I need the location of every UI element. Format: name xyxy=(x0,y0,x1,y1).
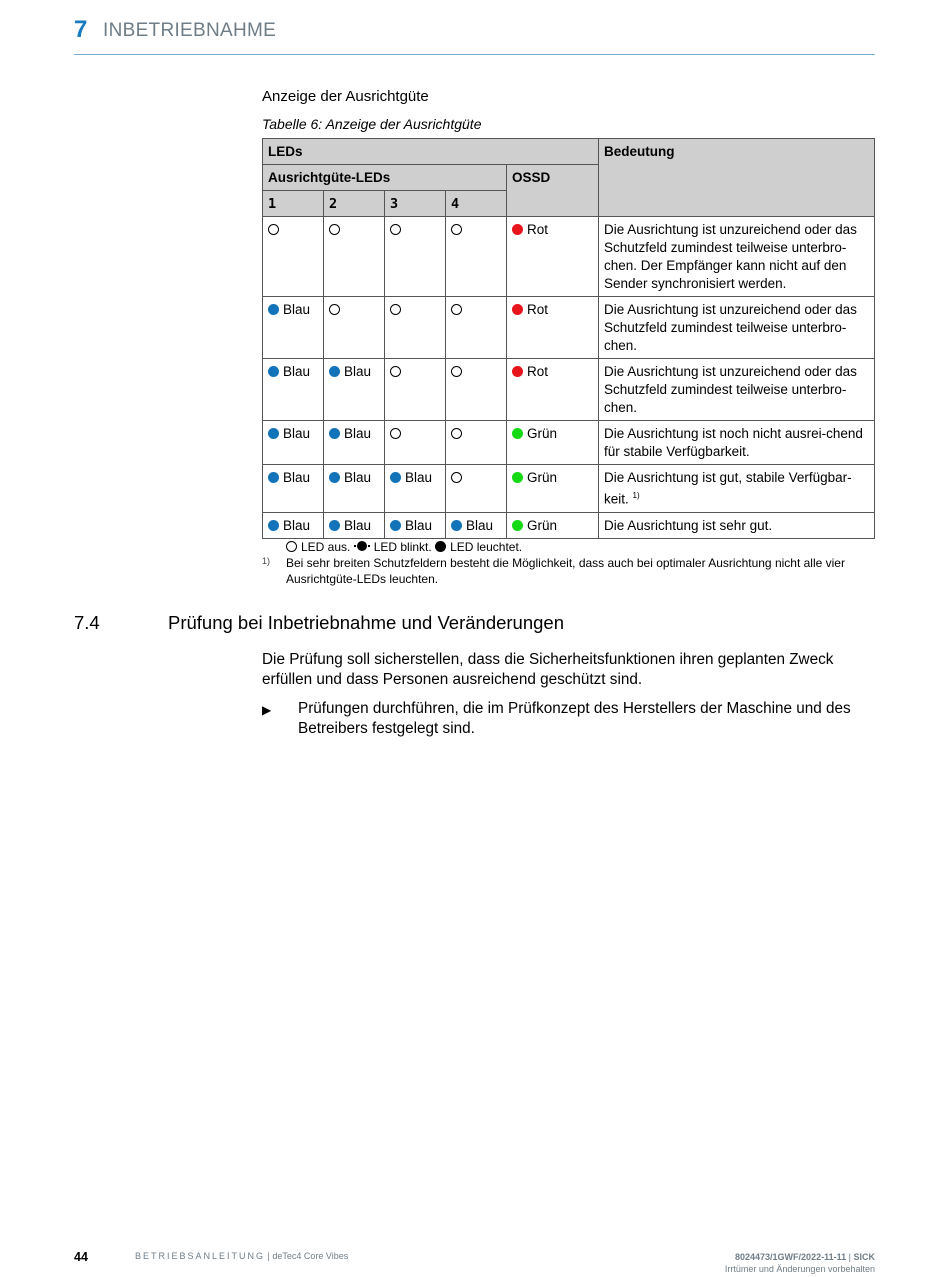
table-row xyxy=(263,359,875,421)
ossd-cell: Grün xyxy=(507,512,599,538)
header-led-2: 2 xyxy=(324,191,385,217)
led-cell-2: Blau xyxy=(324,465,385,513)
meaning-cell: Die Ausrichtung ist gut, stabile Verfügbar-keit. $^{1)}$ xyxy=(599,465,875,513)
led-off-icon xyxy=(390,428,401,439)
led-cell-4 xyxy=(446,421,507,465)
led-red-icon xyxy=(512,224,523,235)
led-blue-icon xyxy=(329,366,340,377)
meaning-cell: Die Ausrichtung ist unzureichend oder das Schutzfeld zumindest teilweise unterbro-chen. xyxy=(599,359,875,421)
led-cell-3 xyxy=(385,359,446,421)
led-cell-4 xyxy=(446,465,507,513)
led-cell-4 xyxy=(446,297,507,359)
footer-notice: Irrtümer und Änderungen vorbehalten xyxy=(724,1264,875,1274)
led-cell-2: Blau xyxy=(324,359,385,421)
header-ausrichtguete: Ausrichtgüte-LEDs xyxy=(263,165,507,191)
header-led-1: 1 xyxy=(263,191,324,217)
led-red-icon xyxy=(512,304,523,315)
led-off-icon xyxy=(329,304,340,315)
led-cell-4 xyxy=(446,217,507,297)
meaning-cell: Die Ausrichtung ist noch nicht ausrei-chend für stabile Verfügbarkeit. xyxy=(599,421,875,465)
header-led-4: 4 xyxy=(446,191,507,217)
table-row xyxy=(263,297,875,359)
page-header xyxy=(74,14,875,55)
led-blue-icon xyxy=(329,428,340,439)
led-blue-icon xyxy=(268,472,279,483)
led-green-icon xyxy=(512,520,523,531)
led-off-icon xyxy=(390,304,401,315)
footer-reference: 8024473/1GWF/2022-11-11 | SICK Irrtümer und Änderungen vorbehalten xyxy=(724,1252,875,1274)
header-bedeutung: Bedeutung xyxy=(599,139,875,217)
led-blue-icon xyxy=(329,472,340,483)
brand-name: SICK xyxy=(853,1252,875,1262)
chapter-title: INBETRIEBNAHME xyxy=(103,20,277,41)
bullet-triangle-icon: ▶ xyxy=(262,703,272,717)
led-cell-4 xyxy=(446,359,507,421)
table-row xyxy=(263,512,875,538)
led-green-icon xyxy=(512,428,523,439)
ossd-cell: Grün xyxy=(507,465,599,513)
led-cell-3: Blau xyxy=(385,512,446,538)
led-table xyxy=(262,138,875,539)
ossd-cell: Rot xyxy=(507,359,599,421)
led-cell-1 xyxy=(263,217,324,297)
footnote-ref: 1) xyxy=(632,491,640,500)
led-off-icon xyxy=(451,428,462,439)
header-leds: LEDs xyxy=(263,139,599,165)
led-blue-icon xyxy=(268,366,279,377)
led-off-icon xyxy=(451,304,462,315)
led-green-icon xyxy=(512,472,523,483)
footnote-marker: 1) xyxy=(262,556,271,566)
table-caption: Tabelle 6: Anzeige der Ausrichtgüte xyxy=(262,116,482,132)
led-cell-3: Blau xyxy=(385,465,446,513)
led-blue-icon xyxy=(268,520,279,531)
meaning-cell: Die Ausrichtung ist sehr gut. xyxy=(599,512,875,538)
led-off-icon xyxy=(451,472,462,483)
led-blue-icon xyxy=(268,304,279,315)
led-cell-1: Blau xyxy=(263,421,324,465)
meaning-cell: Die Ausrichtung ist unzureichend oder das Schutzfeld zumindest teilweise unterbro-chen. xyxy=(599,297,875,359)
section-title: Prüfung bei Inbetriebnahme und Veränderungen xyxy=(168,612,564,633)
table-row xyxy=(263,217,875,297)
led-off-icon xyxy=(329,224,340,235)
led-blink-icon xyxy=(354,541,370,552)
footnote-text: Bei sehr breiten Schutzfeldern besteht die Möglichkeit, dass auch bei optimaler Ausrichtung nicht alle vier Ausrichtgüte-LEDs leuchten. xyxy=(286,556,845,586)
led-cell-4: Blau xyxy=(446,512,507,538)
body-paragraph: Die Prüfung soll sicherstellen, dass die Sicherheitsfunktionen ihren geplanten Zweck erfüllen und dass Personen ausreichend geschützt sind. xyxy=(262,651,834,688)
led-cell-1: Blau xyxy=(263,297,324,359)
led-cell-2 xyxy=(324,297,385,359)
led-blue-icon xyxy=(390,472,401,483)
header-ossd: OSSD xyxy=(507,165,599,217)
table-row xyxy=(263,421,875,465)
led-off-icon xyxy=(451,224,462,235)
table-row xyxy=(263,465,875,513)
header-led-3: 3 xyxy=(385,191,446,217)
bullet-item: Prüfungen durchführen, die im Prüfkonzept des Herstellers der Maschine und des Betreibers festgelegt sind. xyxy=(298,700,851,737)
footer-document: BETRIEBSANLEITUNG | deTec4 Core Vibes xyxy=(135,1251,349,1261)
chapter-number: 7 xyxy=(74,16,88,43)
led-off-icon xyxy=(268,224,279,235)
led-cell-2: Blau xyxy=(324,512,385,538)
led-blue-icon xyxy=(451,520,462,531)
table-legend: LED aus. LED blinkt. LED leuchtet. xyxy=(286,540,522,554)
led-blue-icon xyxy=(329,520,340,531)
led-off-icon xyxy=(451,366,462,377)
led-off-icon xyxy=(390,224,401,235)
led-blue-icon xyxy=(268,428,279,439)
ossd-cell: Grün xyxy=(507,421,599,465)
ossd-cell: Rot xyxy=(507,217,599,297)
section-heading: Anzeige der Ausrichtgüte xyxy=(262,88,429,105)
led-cell-1: Blau xyxy=(263,512,324,538)
led-cell-1: Blau xyxy=(263,359,324,421)
led-cell-2: Blau xyxy=(324,421,385,465)
led-off-icon xyxy=(286,541,297,552)
led-blue-icon xyxy=(390,520,401,531)
page-number: 44 xyxy=(74,1250,88,1264)
led-off-icon xyxy=(390,366,401,377)
section-number: 7.4 xyxy=(74,612,100,633)
led-cell-1: Blau xyxy=(263,465,324,513)
led-on-icon xyxy=(435,541,446,552)
ossd-cell: Rot xyxy=(507,297,599,359)
meaning-cell: Die Ausrichtung ist unzureichend oder das Schutzfeld zumindest teilweise unterbro-chen. Der Empfänger kann nicht auf den Sender synchronisiert werden. xyxy=(599,217,875,297)
led-cell-3 xyxy=(385,297,446,359)
led-cell-3 xyxy=(385,217,446,297)
led-red-icon xyxy=(512,366,523,377)
led-cell-2 xyxy=(324,217,385,297)
led-cell-3 xyxy=(385,421,446,465)
